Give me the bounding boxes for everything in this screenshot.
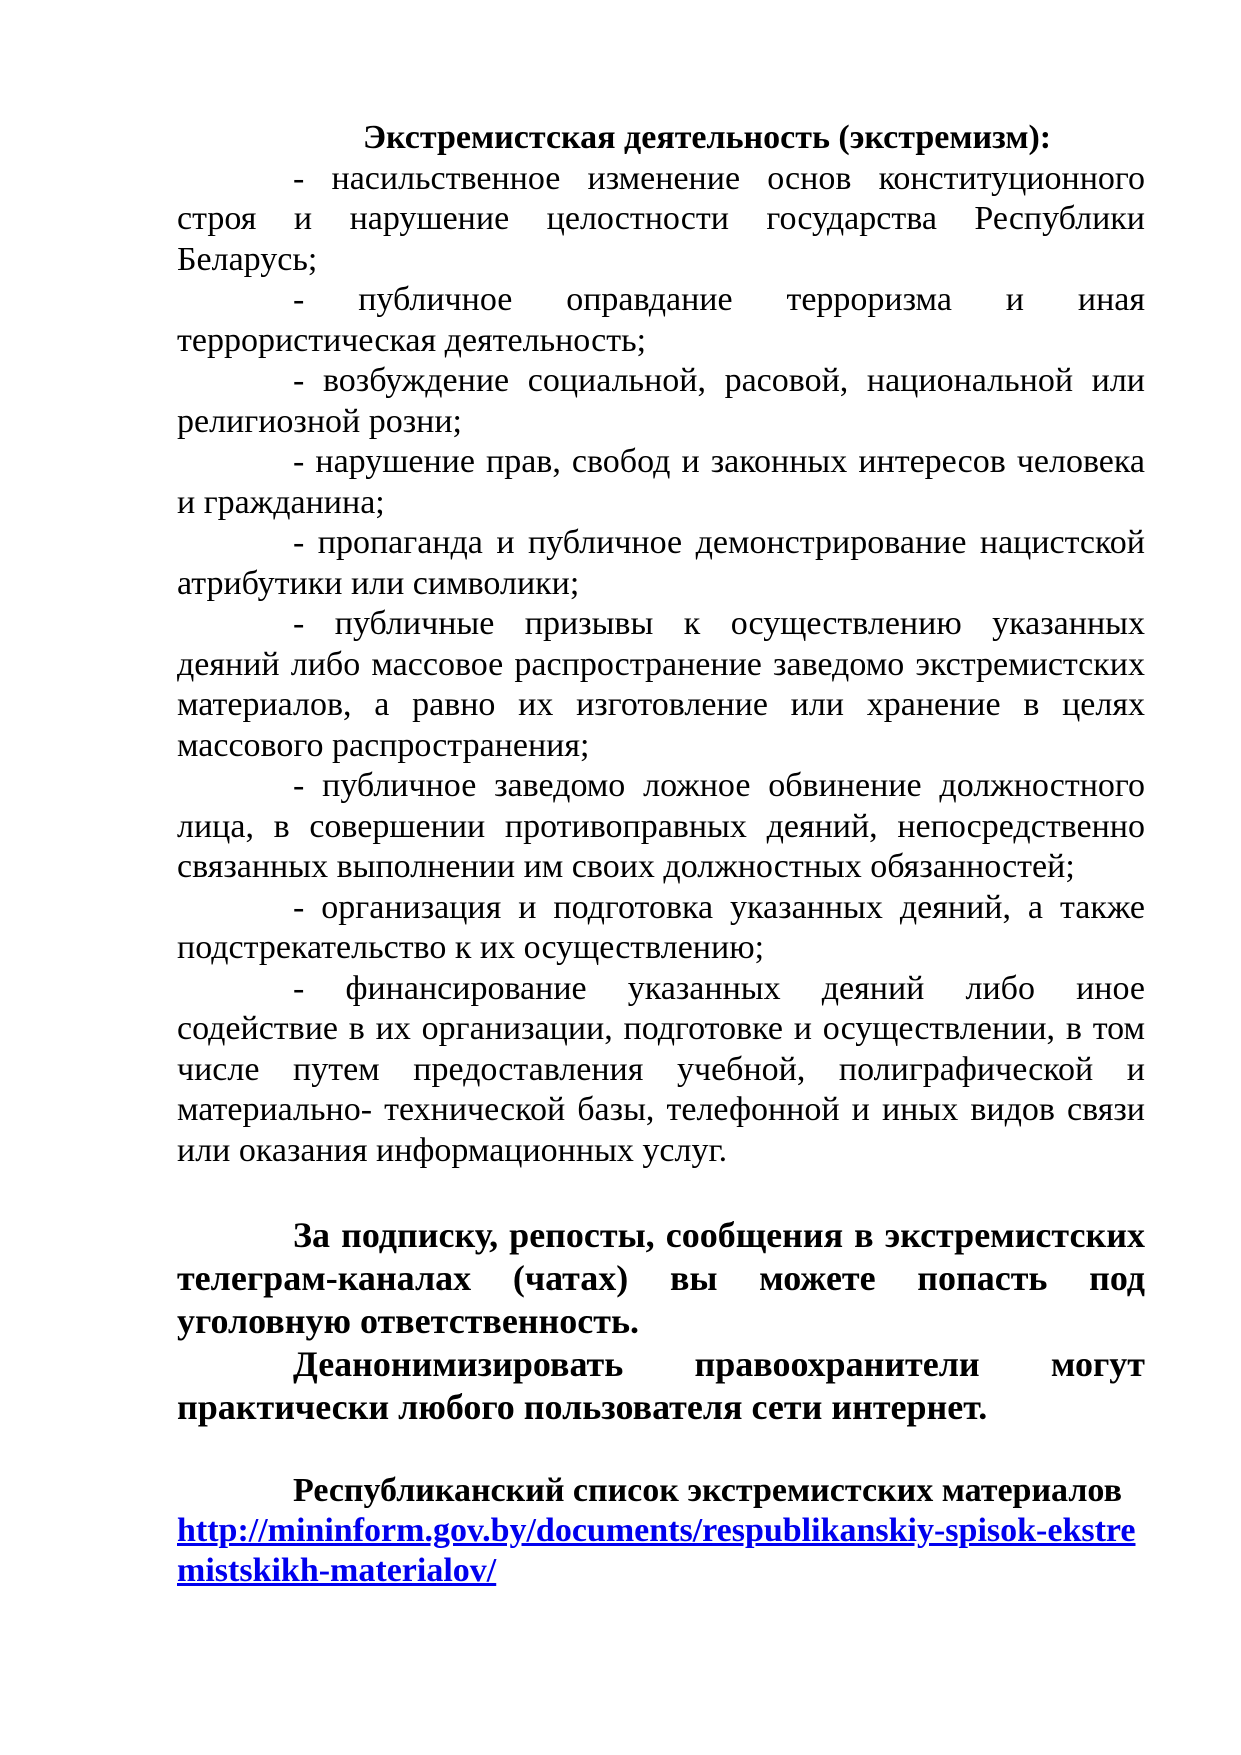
list-item: - насильственное изменение основ конституционного строя и нарушение целостности государства Республики Беларусь; [177, 159, 1145, 278]
list-item: - возбуждение социальной, расовой, национальной или религиозной розни; [177, 362, 1145, 440]
extremist-list-link[interactable]: http://mininform.gov.by/documents/respublikanskiy-spisok-ekstremistskikh-materialov/ [177, 1512, 1136, 1589]
document-title: Экстремистская деятельность (экстремизм): [363, 119, 1052, 156]
list-item: - публичное оправдание терроризма и иная террористическая деятельность; [177, 281, 1145, 359]
deanonymization-notice: Деанонимизировать правоохранители могут практически любого пользователя сети интернет. [177, 1344, 1145, 1427]
list-item: - организация и подготовка указанных деяний, а также подстрекательство к их осуществлению; [177, 888, 1145, 966]
list-item: - публичное заведомо ложное обвинение должностного лица, в совершении противоправных деяний, непосредственно связанных выполнении им своих должностных обязанностей; [177, 767, 1145, 885]
list-item: - финансирование указанных деяний либо иное содействие в их организации, подготовке и осуществлении, в том числе путем предоставления учебной, полиграфической и материально- технической базы, телефонной и иных видов связи или оказания информационных услуг. [177, 969, 1145, 1169]
list-item: - пропаганда и публичное демонстрирование нацистской атрибутики или символики; [177, 524, 1145, 602]
list-item: - нарушение прав, свобод и законных интересов человека и гражданина; [177, 443, 1145, 521]
warning-notice: За подписку, репосты, сообщения в экстремистских телеграм-каналах (чатах) вы можете попасть под уголовную ответственность. [177, 1215, 1145, 1341]
extremist-list-heading: Республиканский список экстремистских материалов [293, 1472, 1122, 1509]
list-item: - публичные призывы к осуществлению указанных деяний либо массовое распространение заведомо экстремистских материалов, а равно их изготовление или хранение в целях массового распространения; [177, 605, 1145, 764]
document-body [177, 118, 1145, 1591]
